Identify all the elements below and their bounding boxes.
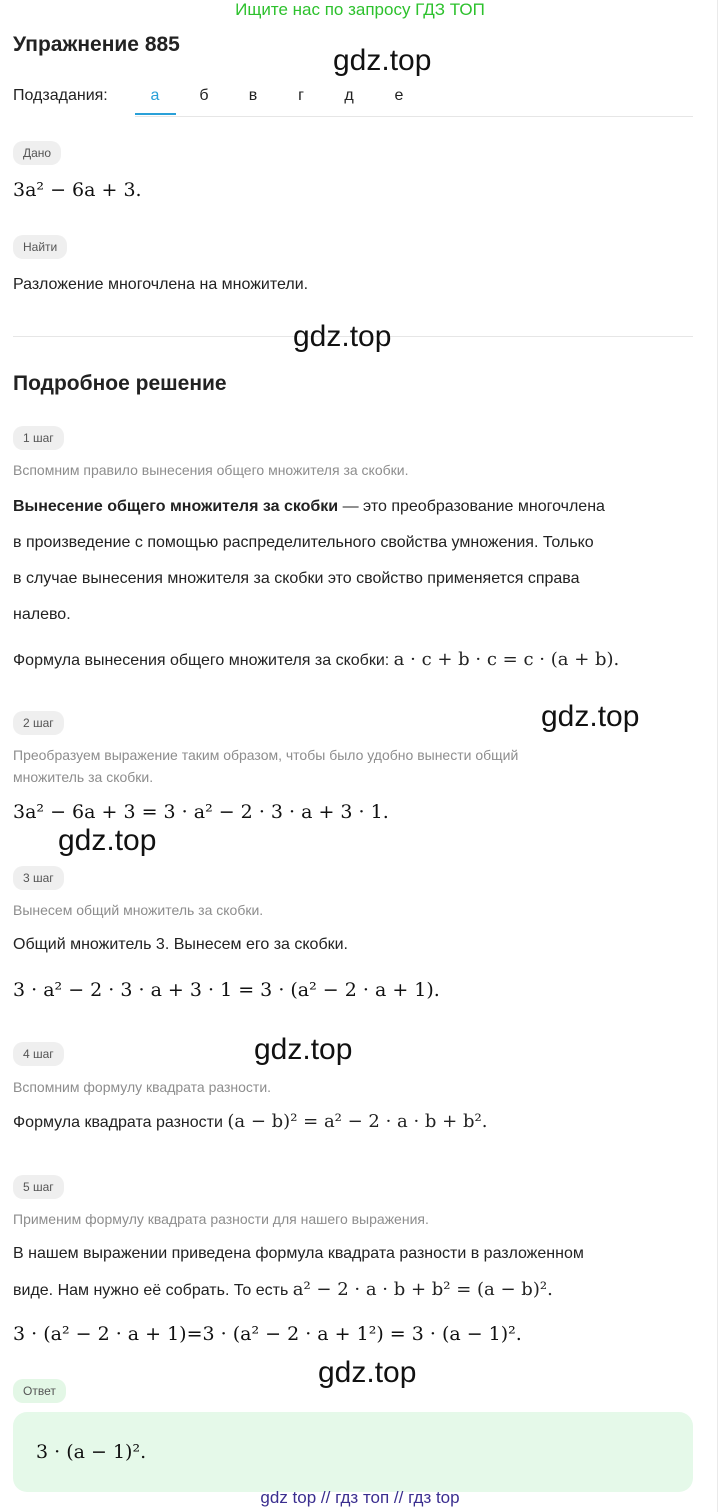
subtasks-label: Подзадания: bbox=[13, 87, 108, 104]
step-1-chip: 1 шаг bbox=[13, 426, 64, 450]
tabs-divider bbox=[135, 116, 693, 117]
watermark: gdz.top bbox=[293, 320, 392, 353]
step-5-hint: Применим формулу квадрата разности для нашего выражения. bbox=[13, 1211, 429, 1227]
watermark: gdz.top bbox=[333, 44, 432, 77]
watermark: gdz.top bbox=[58, 824, 157, 857]
step-2-hint-line-2: множитель за скобки. bbox=[13, 769, 154, 785]
step-1-definition-line-1 bbox=[13, 489, 605, 525]
step-2-chip: 2 шаг bbox=[13, 711, 64, 735]
step-3-expression: 3 · a² − 2 · 3 · a + 3 · 1 = 3 · (a² − 2 · a + 1). bbox=[13, 979, 440, 1001]
formula-label: Формула вынесения общего множителя за скобки: bbox=[13, 652, 390, 669]
step-3-hint: Вынесем общий множитель за скобки. bbox=[13, 902, 264, 918]
solution-title: Подробное решение bbox=[13, 372, 227, 395]
footer-links[interactable]: gdz top // гдз топ // гдз top bbox=[260, 1488, 460, 1507]
step-1-hint: Вспомним правило вынесения общего множителя за скобки. bbox=[13, 462, 409, 478]
step-5-line-1: В нашем выражении приведена формула квадрата разности в разложенном bbox=[13, 1245, 584, 1262]
step-4-hint: Вспомним формулу квадрата разности. bbox=[13, 1079, 272, 1095]
step-1-definition-line-2: в произведение с помощью распределительного свойства умножения. Только bbox=[13, 534, 594, 551]
answer-chip: Ответ bbox=[13, 1379, 66, 1403]
tab-v[interactable]: в bbox=[248, 87, 258, 104]
given-chip: Дано bbox=[13, 141, 61, 165]
step-2-hint-line-1: Преобразуем выражение таким образом, чтобы было удобно вынести общий bbox=[13, 747, 519, 763]
tab-b[interactable]: б bbox=[199, 87, 209, 104]
page-edge-rule bbox=[717, 0, 718, 1512]
tab-a[interactable]: а bbox=[150, 87, 160, 104]
step-5-expression: 3 · (a² − 2 · a + 1)=3 · (a² − 2 · a + 1²) = 3 · (a − 1)². bbox=[13, 1323, 522, 1345]
find-chip: Найти bbox=[13, 235, 67, 259]
step-1-definition-line-3: в случае вынесения множителя за скобки это свойство применяется справа bbox=[13, 570, 580, 587]
step-3-text: Общий множитель 3. Вынесем его за скобки. bbox=[13, 936, 348, 953]
tab-g[interactable]: г bbox=[298, 87, 304, 104]
tab-d[interactable]: д bbox=[344, 87, 354, 104]
step-1-formula-line bbox=[13, 642, 619, 679]
step-3-chip: 3 шаг bbox=[13, 866, 64, 890]
difference-square-formula: (a − b)² = a² − 2 · a · b + b². bbox=[227, 1111, 488, 1132]
tab-e[interactable]: е bbox=[394, 87, 404, 104]
given-expression: 3a² − 6a + 3. bbox=[13, 179, 142, 201]
definition-term: Вынесение общего множителя за скобки bbox=[13, 498, 339, 515]
watermark: gdz.top bbox=[541, 700, 640, 733]
step-5-chip: 5 шаг bbox=[13, 1175, 64, 1199]
watermark: gdz.top bbox=[254, 1033, 353, 1066]
page-title: Упражнение 885 bbox=[13, 33, 180, 56]
active-tab-indicator bbox=[135, 113, 176, 115]
step-4-formula-line bbox=[13, 1104, 487, 1141]
formula-label: Формула квадрата разности bbox=[13, 1114, 223, 1131]
step-2-expression: 3a² − 6a + 3 = 3 · a² − 2 · 3 · a + 3 · 1. bbox=[13, 801, 389, 823]
watermark: gdz.top bbox=[318, 1356, 417, 1389]
step-4-chip: 4 шаг bbox=[13, 1042, 64, 1066]
distributive-formula: a · c + b · c = c · (a + b). bbox=[393, 649, 620, 670]
find-text: Разложение многочлена на множители. bbox=[13, 276, 309, 293]
promo-banner[interactable]: Ищите нас по запросу ГДЗ ТОП bbox=[235, 0, 485, 19]
step-5-line-2-text: виде. Нам нужно её собрать. То есть bbox=[13, 1282, 289, 1299]
answer-expression: 3 · (a − 1)². bbox=[36, 1441, 147, 1463]
step-1-definition-line-4: налево. bbox=[13, 606, 71, 623]
step-5-line-2 bbox=[13, 1272, 553, 1309]
definition-text: — это преобразование многочлена bbox=[338, 498, 605, 515]
step-5-inline-formula: a² − 2 · a · b + b² = (a − b)². bbox=[292, 1279, 553, 1300]
